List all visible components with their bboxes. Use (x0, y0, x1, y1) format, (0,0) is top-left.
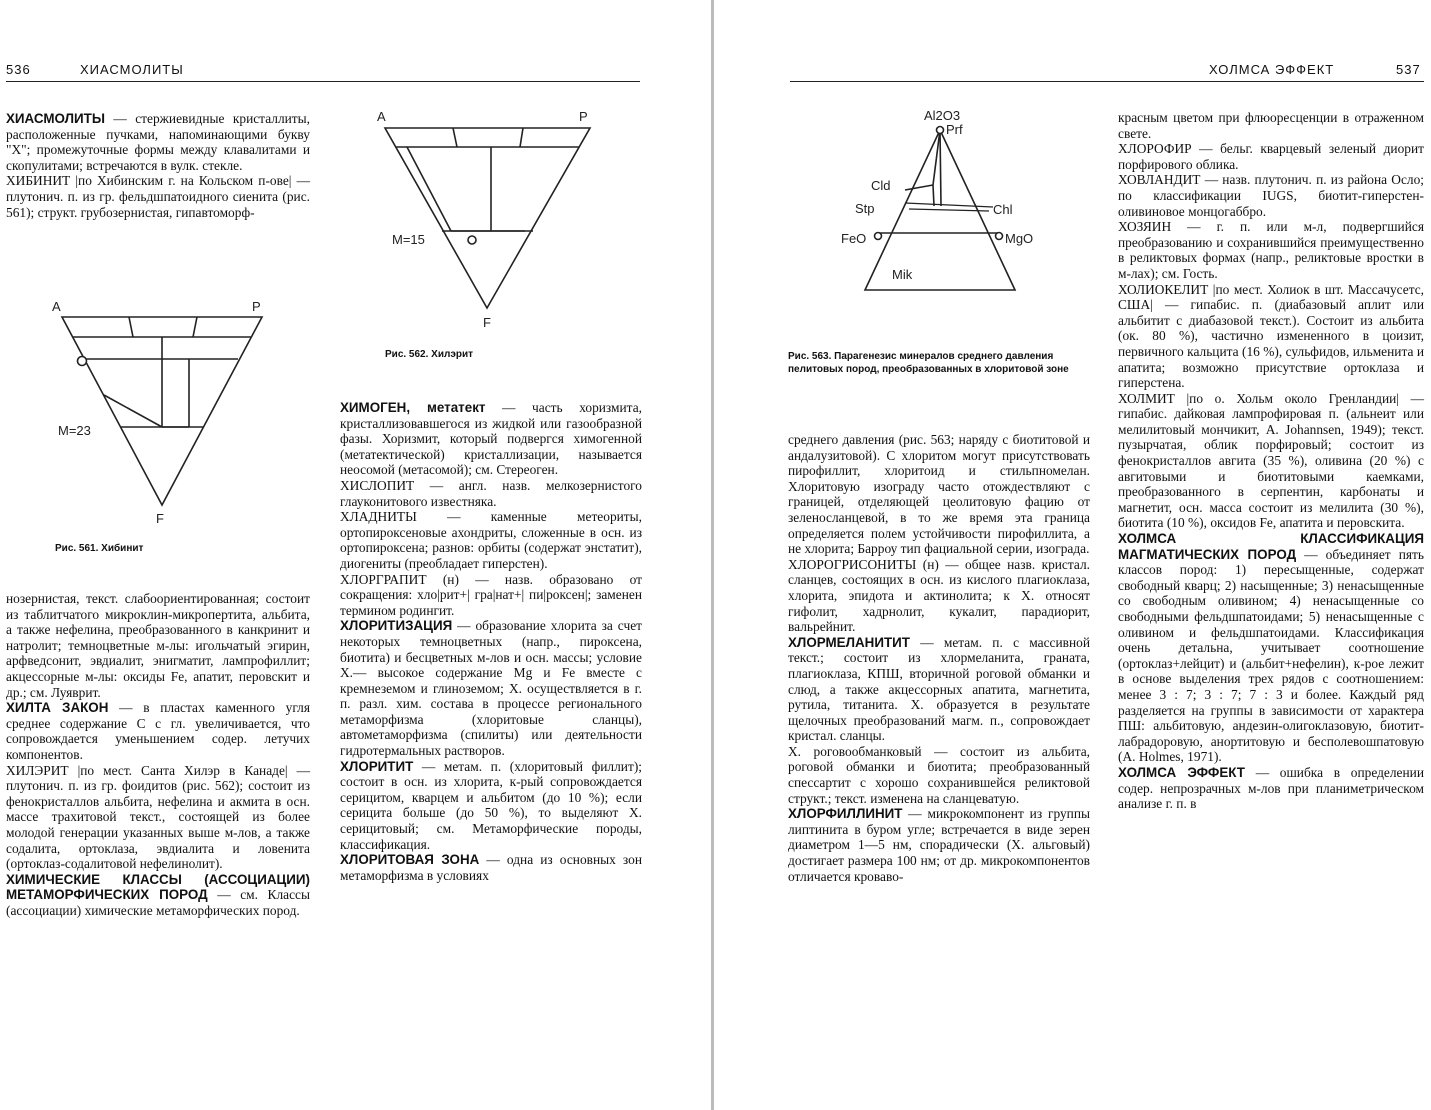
fig561-label-a: A (52, 299, 61, 314)
dictionary-entry (1118, 765, 1424, 812)
dictionary-entry (1118, 141, 1424, 172)
dictionary-entry (1118, 219, 1424, 281)
fig562-label-f: F (483, 315, 491, 330)
fig561-label-f: F (156, 511, 164, 525)
entry-text: ХОЛИОКЕЛИТ |по мест. Холиок в шт. Массачусетс, США| — гипабис. п. (диабазовый аплит или альбитит с диабазовой текст.). Состоит из альбита (ок. 80 %), частично измененного в цоизит, первичного кальцита (16 %), сульфидов, ильменита и апатита; возможно присутствие ортоклаза и гиперстена. (1118, 281, 1424, 391)
running-head-left: ХИАСМОЛИТЫ (80, 62, 184, 77)
entry-text: ХИБИНИТ |по Хибинским г. на Кольском п-ове| — плутонич. п. из гр. фельдшпатоидного сиенита (рис. 561); структ. грубозернистая, гипавтоморф- (6, 173, 310, 220)
fig562-label-m: M=15 (392, 232, 425, 247)
dictionary-entry (6, 111, 310, 173)
figure-563-caption: Рис. 563. Парагенезис минералов среднего давления пелитовых пород, преобразованных в хлоритовой зоне (788, 351, 1069, 375)
entry-text: ХЛОРОГРИСОНИТЫ (н) — общее назв. кристал. сланцев, состоящих в осн. из кислого плагиоклаза, хлорита, эпидота и актинолита; к Х. относят гифолит, хадрнолит, кукалит, парадиорит, вальрейнит. (788, 556, 1090, 635)
entry-text: ХЛАДНИТЫ — каменные метеориты, ортопироксеновые ахондриты, сложенные в осн. из ортопироксена; разнов: орбиты (содержат энстатит), диогениты (преобладает гиперстен). (340, 509, 642, 571)
dictionary-entry (6, 763, 310, 872)
entry-term: ХЛОРИТИТ (340, 758, 414, 774)
dictionary-entry (1118, 282, 1424, 391)
entry-term: ХИАСМОЛИТЫ (6, 111, 105, 126)
dictionary-entry (340, 509, 642, 571)
entry-text: — часть хоризмита, кристаллизовавшегося из жидкой или газообразной фазы. Хоризмит, который подвергся химогенной (метатектической) кристаллизации, называется неосомой (метасомой); см. Стереоген. (340, 400, 642, 478)
entry-text: — одна из основных зон метаморфизма в условиях (340, 852, 643, 883)
dictionary-entry (788, 744, 1090, 806)
entry-text: — в пластах каменного угля среднее содержание С с гл. увеличивается, что сопровождается уменьшением содер. летучих компонентов. (6, 700, 310, 762)
fig561-label-p: P (252, 299, 261, 314)
entry-term: ХОЛМСА КЛАССИФИКАЦИЯ МАГМАТИЧЕСКИХ ПОРОД (1118, 531, 1424, 562)
header-rule-left (6, 81, 640, 82)
figure-562 (365, 103, 615, 333)
figure-561 (40, 295, 280, 525)
dictionary-entry (788, 432, 1090, 557)
running-head-right: ХОЛМСА ЭФФЕКТ (1209, 62, 1335, 77)
dictionary-entry (6, 591, 310, 700)
entry-term: ХЛОРМЕЛАНИТИТ (788, 634, 910, 650)
page-number-right: 537 (1396, 62, 1421, 77)
entry-text: ХИСЛОПИТ — англ. назв. мелкозернистого глауконитового известняка. (340, 477, 642, 509)
entry-term: ХИЛТА ЗАКОН (6, 700, 109, 716)
entry-text: ХЛОРОФИР — бельг. кварцевый зеленый диорит порфирового облика. (1118, 141, 1424, 172)
entry-text: среднего давления (рис. 563; наряду с биотитовой и андалузитовой). С хлоритом могут присутствовать пирофиллит, хлоритоид и стильпномелан. Хлоритовую изограду часто отождествляют с границей, отделяющей цеолитовую фацию от зеленосланцевой, в то же время эта граница определяется полем устойчивости пирофиллита, а не хлорита; Барроу тип фациальной серии, изограда. (788, 432, 1090, 557)
column-3 (788, 432, 1090, 1070)
entry-text: — метам. п. (хлоритовый филлит); состоит в осн. из хлорита, к-рый сопровождается серицитом, кварцем и альбитом (до 10 %); если серицита больше (до 50 %), то выделяют Х. серицитовый; см. Метаморфические породы, классификация. (340, 758, 642, 852)
entry-text: ХОЛМИТ |по о. Хольм около Гренландии| — гипабис. дайковая лампрофировая п. (альнеит или мелилитовый мончикит, A. Johannsen, 1949); текст. пузырчатая, облик порфировый; состоит из фенокристаллов авгита (35 %), оливина (20 %) с авгитовыми и биотитовыми каемками, преобразованного в серпентин, карбонаты и магнетит, осн. масса состоит из мелилита (30 %), биотита (10 %), оксидов Fe, апатита и перовскита. (1118, 390, 1424, 531)
dictionary-entry (6, 872, 310, 919)
fig563-label-feo: FeO (841, 231, 867, 246)
entry-text: ХИЛЭРИТ |по мест. Санта Хилэр в Канаде| — плутонич. п. из гр. фоидитов (рис. 562); состоит из фенокристаллов альбита, нефелина и акмита в осн. массе трахитовой текст., состоящей из более молодой генерации указанных выше м-лов, а также содалита, ортоклаза, эвдиалита и ловенита (ортоклаз-содалитовой нефелинолит). (6, 762, 310, 872)
column-2 (340, 400, 642, 1070)
dictionary-entry (340, 572, 642, 619)
header-rule-right (790, 81, 1424, 82)
entry-text: ХОВЛАНДИТ — назв. плутонич. п. из района Осло; по классификации IUGS, биотит-гиперстен-оливиновое монцогаббро. (1118, 172, 1424, 219)
dictionary-entry (6, 173, 310, 220)
dictionary-entry (340, 852, 642, 883)
entry-text: ХЛОРГРАПИТ (н) — назв. образовано от сокращения: хло|рит+| гра|нат+| пи|роксен|; заменен термином родингит. (340, 571, 642, 618)
fig563-label-stp: Stp (855, 201, 875, 216)
entry-text: красным цветом при флюоресценции в отраженном свете. (1118, 110, 1424, 141)
figure-561-caption: Рис. 561. Хибинит (55, 543, 144, 554)
column-1-top (6, 111, 310, 287)
figure-562-caption: Рис. 562. Хилэрит (385, 349, 474, 360)
dictionary-entry (788, 557, 1090, 635)
entry-text: — ошибка в определении содер. непрозрачных м-лов при планиметрическом анализе г. п. в (1118, 764, 1424, 812)
fig563-label-apex: Al2O3 (924, 108, 961, 123)
entry-text: — микрокомпонент из группы липтинита в буром угле; встречается в виде зерен диаметром 1—5 нм, спорадически (Х. альговый) достигает размера 100 нм; от др. микрокомпонентов отличается кроваво- (788, 806, 1090, 884)
dictionary-entry (340, 759, 642, 853)
column-1-bottom (6, 591, 310, 1081)
dictionary-entry (6, 700, 310, 762)
entry-term: ХИМОГЕН, метатект (340, 400, 486, 415)
dictionary-entry (1118, 172, 1424, 219)
dictionary-entry (340, 618, 642, 758)
fig563-label-mgo: MgO (1005, 231, 1034, 246)
entry-text: Х. роговообманковый — состоит из альбита, роговой обманки и биотита; преобразованный спессартит с хорошо сохранившейся реликтовой структ.; текст. изменена на сланцеватую. (788, 743, 1090, 806)
entry-term: ХЛОРИТИЗАЦИЯ (340, 618, 453, 634)
dictionary-entry (788, 806, 1090, 884)
dictionary-entry (1118, 391, 1424, 531)
entry-text: ХОЗЯИН — г. п. или м-л, подвергшийся преобразованию и сохранившийся преимущественно в реликтовых формах (напр., реликтовые вростки в м-лах); см. Гость. (1118, 219, 1424, 281)
fig563-label-chl: Chl (993, 202, 1013, 217)
fig561-label-m: M=23 (58, 423, 91, 438)
dictionary-entry (340, 478, 642, 509)
column-4 (1118, 110, 1424, 1070)
entry-text: — см. Классы (ассоциации) химические метаморфических пород. (6, 887, 310, 918)
figure-563 (835, 100, 1065, 340)
entry-text: — метам. п. с массивной текст.; состоит из хлормеланита, граната, плагиоклаза, КПШ, вторичной роговой обманки и слюд, а также акцессорных апатита, магнетита, рутила, титанита. Х. образуется в результате щелочных преобразований магм. п., сопровождает кристал. сланцы. (788, 634, 1090, 744)
fig562-label-a: A (377, 109, 386, 124)
fig563-label-mik: Mik (892, 267, 913, 282)
entry-text: — образование хлорита за счет некоторых темноцветных (напр., пироксена, биотита) и бесцветных м-лов и осн. массы; условие Х.— высокое содержание Mg и Fe вместе с кремнеземом и глиноземом; Х. осуществляется в г. п. разл. хим. состава в процессе регионального метаморфизма (хлоритовые сланцы), автометаморфизма (спилиты) или деятельности гидротермальных растворов. (340, 618, 642, 759)
fig563-label-prf: Prf (946, 122, 963, 137)
entry-term: ХЛОРИТОВАЯ ЗОНА (340, 852, 480, 868)
entry-text: — объединяет пять классов пород: 1) пересыщенные, содержат свободный кварц; 2) насыщенные; 3) ненасыщенные со свободным оливином; 4) ненасыщенные со свободными фельдшпатоидами; 5) ненасыщенные с оливином и фельдшпатоидами. Классификация очень детальна, учитывает соотношение (ортоклаз+лейцит) и (альбит+нефелин), к-рое лежит в основе выделения трех рядов с соотношением: менее 3 : 7; 3 : 7; 7 : 3 и более. Каждый ряд разделяется на группы в зависимости от характера ПШ: альбитовую, андезин-олигоклазовую, биотит-лабрадоровую, анортитовую и бесполевошпатовую (A. Holmes, 1971). (1118, 546, 1424, 765)
entry-text: — стержиевидные кристаллиты, расположенные пучками, напоминающими букву "Х"; промежуточные формы между клавалитами и скопулитами; встречаются в вулк. стекле. (6, 111, 310, 173)
entry-text: нозернистая, текст. слабоориентированная; состоит из таблитчатого микроклин-микропертита, альбита, а также нефелина, преобразованного в канкринит и натролит; темноцветные м-лы: игольчатый эгирин, арфведсонит, эвдиалит, энигматит, лампрофиллит; акцессорные м-лы: оксиды Fe, апатит, перовскит и др.; см. Луяврит. (6, 591, 310, 700)
book-gutter (711, 0, 714, 1110)
page-number-left: 536 (6, 62, 31, 77)
fig563-label-cld: Cld (871, 178, 891, 193)
fig562-label-p: P (579, 109, 588, 124)
dictionary-entry (788, 635, 1090, 744)
dictionary-entry (340, 400, 642, 478)
dictionary-entry (1118, 531, 1424, 765)
entry-term: ХОЛМСА ЭФФЕКТ (1118, 764, 1245, 780)
dictionary-entry (1118, 110, 1424, 141)
entry-term: ХЛОРФИЛЛИНИТ (788, 806, 903, 822)
entry-term: ХИМИЧЕСКИЕ КЛАССЫ (АССОЦИАЦИИ) МЕТАМОРФИЧЕСКИХ ПОРОД (6, 871, 310, 903)
